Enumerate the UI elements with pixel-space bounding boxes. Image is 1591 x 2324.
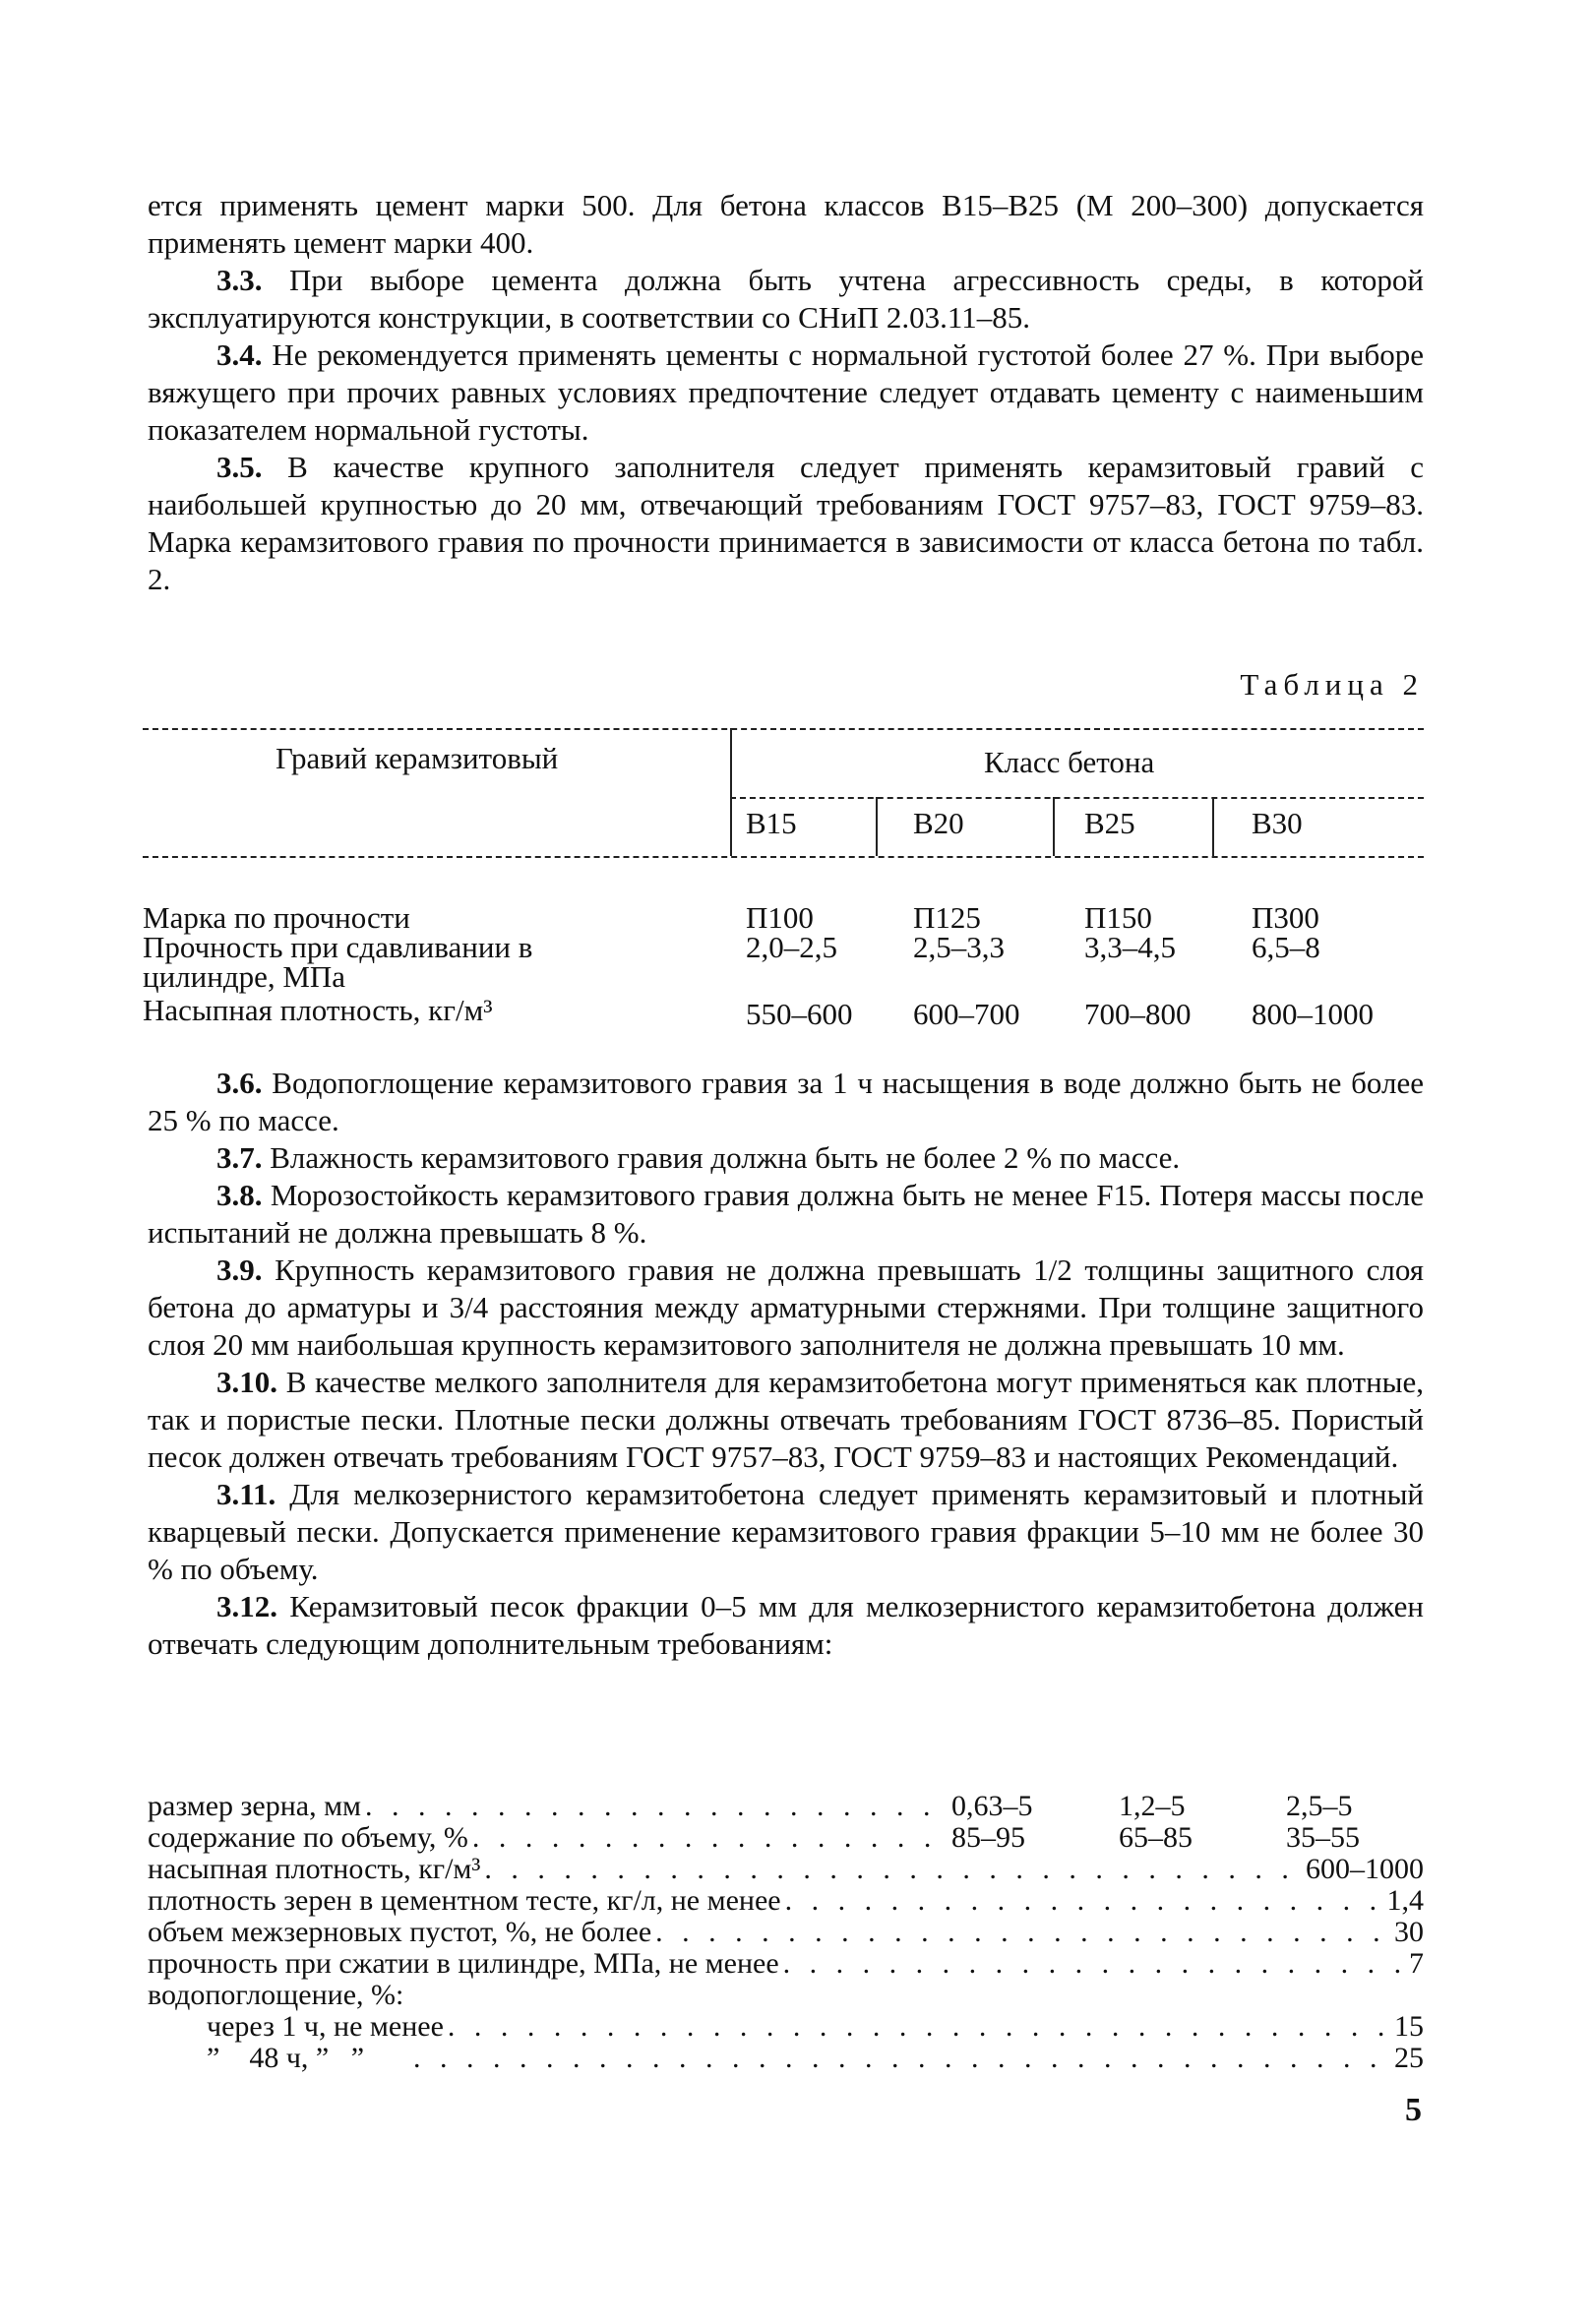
item-value: 600–1000	[1306, 1853, 1424, 1885]
row-label: Марка по прочности	[143, 900, 410, 935]
dot-leader	[448, 2011, 1390, 2043]
item-value: 30	[1394, 1916, 1424, 1948]
item-value: 1,2–5	[1119, 1790, 1186, 1822]
paragraph-3-6: 3.6. Водопоглощение керамзитового гравия за 1 ч насыщения в воде должно быть не более 25 % по массе.	[148, 1066, 1424, 1137]
item-value: 25	[1394, 2042, 1424, 2074]
list-heading	[148, 1980, 1424, 2011]
list-item	[148, 2043, 1424, 2074]
list-item	[148, 2011, 1424, 2043]
item-value: 65–85	[1119, 1821, 1193, 1854]
table-cell: 800–1000	[1252, 997, 1374, 1031]
item-value: 35–55	[1286, 1821, 1360, 1854]
item-value: 0,63–5	[951, 1790, 1033, 1822]
list-item	[148, 1885, 1424, 1917]
paragraph-3-10: 3.10. В качестве мелкого заполнителя для керамзитобетона могут применяться как плотные, так и пористые пески. Плотные пески должны отвечать требованиям ГОСТ 8736–85. Пористый песок должен отвечать требованиям ГОСТ 9757–83, ГОСТ 9759–83 и настоящих Рекомендаций.	[148, 1365, 1424, 1474]
list-item	[148, 1791, 1424, 1822]
table-cell: 550–600	[746, 997, 853, 1031]
item-label: содержание по объему, %	[148, 1821, 468, 1854]
table-sub-rule	[730, 797, 1424, 799]
table-title: Таблица 2	[1240, 667, 1424, 702]
item-value: 2,5–5	[1286, 1790, 1353, 1822]
col-divider	[876, 797, 878, 856]
paragraph-3-3: 3.3. При выборе цемента должна быть учтена агрессивность среды, в которой эксплуатируются конструкции, в соответствии со СНиП 2.03.11–85.	[148, 263, 1424, 335]
list-item	[148, 1822, 1424, 1854]
table-bottom-rule	[143, 856, 1424, 858]
table-cell: 2,0–2,5	[746, 930, 837, 964]
class-b25: В25	[1084, 806, 1135, 840]
item-label: объем межзерновых пустот, %, не более	[148, 1916, 652, 1948]
item-value: 7	[1409, 1947, 1424, 1980]
item-value: 1,4	[1386, 1884, 1424, 1917]
row-label: Прочность при сдавливании в цилиндре, МПа	[143, 930, 533, 994]
item-label: водопоглощение, %:	[148, 1979, 404, 2011]
dot-leader	[472, 1822, 948, 1854]
col-divider	[1053, 797, 1055, 856]
class-b15: В15	[746, 806, 797, 840]
table-cell: П125	[913, 900, 981, 935]
table-cell: П150	[1084, 900, 1152, 935]
col-divider	[1212, 797, 1214, 856]
item-label: плотность зерен в цементном тесте, кг/л, не менее	[148, 1884, 781, 1917]
header-concrete-class: Класс бетона	[984, 745, 1155, 779]
item-value: 15	[1394, 2010, 1424, 2043]
sand-requirements-list	[148, 1791, 1424, 2074]
paragraph-3-5: 3.5. В качестве крупного заполнителя следует применять керамзитовый гравий с наибольшей крупностью до 20 мм, отвечающий требованиям ГОСТ 9757–83, ГОСТ 9759–83. Марка керамзитового гравия по прочности принимается в зависимости от класса бетона по табл. 2.	[148, 450, 1425, 596]
dot-leader	[785, 1885, 1383, 1917]
item-label: прочность при сжатии в цилиндре, МПа, не менее	[148, 1947, 779, 1980]
item-value: 85–95	[951, 1821, 1025, 1854]
table-cell: 6,5–8	[1252, 930, 1320, 964]
item-label: через 1 ч, не менее	[207, 2010, 444, 2043]
dot-leader	[413, 2043, 1390, 2074]
paragraph-3-8: 3.8. Морозостойкость керамзитового гравия должна быть не менее F15. Потеря массы после испытаний не должна превышать 8 %.	[148, 1178, 1425, 1250]
class-b20: В20	[913, 806, 964, 840]
paragraph-3-2-tail: ется применять цемент марки 500. Для бетона классов В15–В25 (М 200–300) допускается применять цемент марки 400.	[148, 188, 1424, 260]
item-label: насыпная плотность, кг/м³	[148, 1853, 481, 1885]
table-top-rule	[143, 728, 1424, 730]
list-item	[148, 1854, 1424, 1885]
dot-leader	[365, 1791, 948, 1822]
table-cell: 700–800	[1084, 997, 1192, 1031]
table-cell: П300	[1252, 900, 1319, 935]
table-cell: 3,3–4,5	[1084, 930, 1176, 964]
list-item	[148, 1917, 1424, 1948]
paragraph-3-12: 3.12. Керамзитовый песок фракции 0–5 мм для мелкозернистого керамзитобетона должен отвечать следующим дополнительным требованиям:	[148, 1589, 1425, 1661]
paragraph-3-11: 3.11. Для мелкозернистого керамзитобетона следует применять керамзитовый и плотный кварцевый пески. Допускается применение керамзитового гравия фракции 5–10 мм не более 30 % по объему.	[148, 1477, 1424, 1586]
paragraph-3-9: 3.9. Крупность керамзитового гравия не должна превышать 1/2 толщины защитного слоя бетона до арматуры и 3/4 расстояния между арматурными стержнями. При толщине защитного слоя 20 мм наибольшая крупность керамзитового заполнителя не должна превышать 10 мм.	[148, 1253, 1424, 1362]
item-label: размер зерна, мм	[148, 1790, 362, 1822]
page-number: 5	[1405, 2092, 1422, 2128]
table-cell: 2,5–3,3	[913, 930, 1005, 964]
dot-leader	[655, 1917, 1390, 1948]
list-item	[148, 1948, 1424, 1980]
dot-leader	[783, 1948, 1405, 1980]
header-gravel: Гравий керамзитовый	[275, 741, 559, 775]
text-block-bottom	[148, 1065, 1424, 1663]
row-label: Насыпная плотность, кг/м³	[143, 993, 493, 1027]
dot-leader	[484, 1854, 1302, 1885]
paragraph-3-4: 3.4. Не рекомендуется применять цементы с нормальной густотой более 27 %. При выборе вяжущего при прочих равных условиях предпочтение следует отдавать цементу с наименьшим показателем нормальной густоты.	[148, 337, 1424, 447]
table-divider	[730, 728, 732, 856]
paragraph-3-7: 3.7. Влажность керамзитового гравия должна быть не более 2 % по массе.	[216, 1140, 1181, 1175]
table-cell: 600–700	[913, 997, 1020, 1031]
table-cell: П100	[746, 900, 814, 935]
item-label: ” 48 ч, ” ”	[207, 2042, 365, 2074]
class-b30: В30	[1252, 806, 1303, 840]
text-block-top	[148, 187, 1424, 598]
